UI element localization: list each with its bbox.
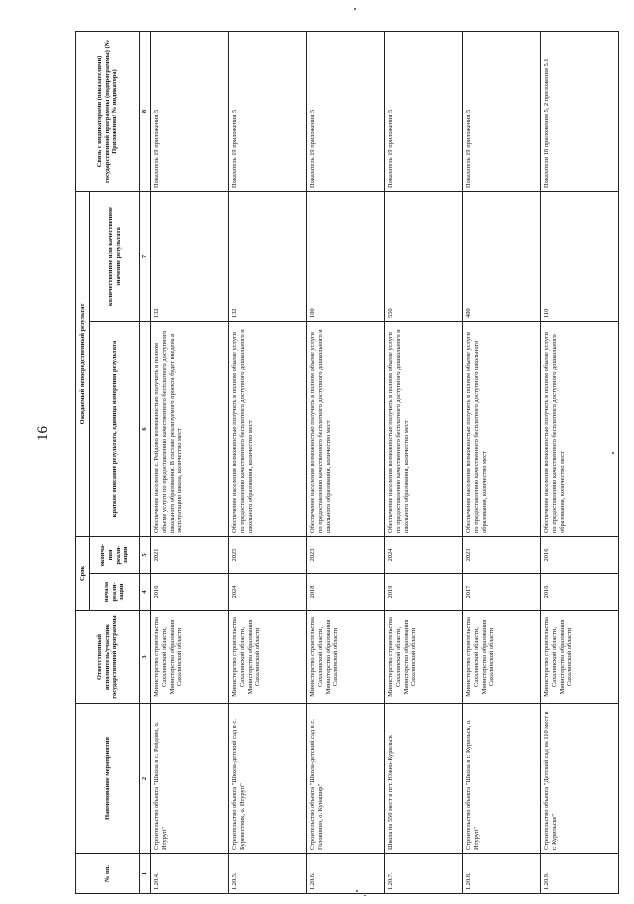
row-value: 100 [307, 191, 385, 321]
header-expected-value: количественное или качественное значение результата [90, 191, 140, 321]
row-desc: Обеспечение населения возможностью получить в полном объеме услуги по предоставлению качественного бесплатного доступного школьного образования, количество мест [463, 321, 541, 536]
row-responsible: Министерство строительства Сахалинской области, Министерство образования Сахалинской области [151, 611, 229, 704]
row-value: 400 [463, 191, 541, 321]
header-expected-desc: краткое описание результата, единица измерения результата [90, 321, 140, 536]
row-num: 1.20.4. [151, 854, 229, 894]
row-end: 2016 [541, 536, 619, 573]
row-start: 2018 [307, 574, 385, 611]
row-num: 1.20.8. [463, 854, 541, 894]
column-number: 6 [140, 321, 151, 536]
page-number: 16 [35, 426, 51, 441]
row-link: Показатель 19 приложения 5 [463, 31, 541, 191]
row-responsible: Министерство строительства Сахалинской области, Министерство образования Сахалинской области [229, 611, 307, 704]
row-num: 1.20.9. [541, 854, 619, 894]
row-responsible: Министерство строительства Сахалинской области, Министерство образования Сахалинской области [307, 611, 385, 704]
row-name: Школа на 550 мест в пгт. Южно-Курильск [385, 704, 463, 854]
row-end: 2023 [463, 536, 541, 573]
row-desc: Обеспечение населения с. Рейдово возможностью получить в полном объеме услуги по предоставлению качественного бесплатного доступного школьного образования. В составе реализуемого проекта будет введена в эксплуатацию школа, количество мест [151, 321, 229, 536]
column-number: 5 [140, 536, 151, 573]
scan-speck [356, 890, 358, 892]
row-end: 2024 [385, 536, 463, 573]
column-number: 4 [140, 574, 151, 611]
row-num: 1.20.6. [307, 854, 385, 894]
table-row [229, 31, 307, 893]
row-name: Строительство объекта "Школа в с. Рейдово, о. Итуруп" [151, 704, 229, 854]
row-link: Показатель 19 приложения 5 [229, 31, 307, 191]
table-row [151, 31, 229, 893]
row-link: Показатели 18 приложения 5, 2 приложения 5.1 [541, 31, 619, 191]
row-responsible: Министерство строительства Сахалинской области, Министерство образования Сахалинской области [541, 611, 619, 704]
header-term-end: оконча-ния реали-зации [90, 536, 140, 573]
column-number: 2 [140, 704, 151, 854]
table-row [385, 31, 463, 893]
row-link: Показатель 19 приложения 5 [307, 31, 385, 191]
header-name: Наименование мероприятия [76, 704, 140, 854]
row-desc: Обеспечение населения возможностью получить в полном объеме услуги по предоставлению качественного бесплатного доступного дошкольного образования, количество мест [541, 321, 619, 536]
scan-speck [612, 452, 614, 454]
scan-speck [354, 8, 356, 10]
column-number: 7 [140, 191, 151, 321]
row-value: 132 [229, 191, 307, 321]
table-row [541, 31, 619, 893]
scan-speck [364, 895, 366, 896]
row-responsible: Министерство строительства Сахалинской области, Министерство образования Сахалинской области [385, 611, 463, 704]
row-end: 2023 [307, 536, 385, 573]
row-name: Строительство объекта "Школа в г. Курильск, о. Итуруп" [463, 704, 541, 854]
measures-table [75, 31, 619, 894]
row-desc: Обеспечение населения возможностью получить в полном объеме услуги по предоставлению качественного бесплатного доступного дошкольного и школьного образования, количество мест [385, 321, 463, 536]
column-number: 8 [140, 31, 151, 191]
row-start: 2024 [229, 574, 307, 611]
row-value: 110 [541, 191, 619, 321]
column-number: 3 [140, 611, 151, 704]
row-name: Строительство объекта "Школа-детский сад в с. Буревестник, о. Итуруп" [229, 704, 307, 854]
row-name: Строительство объекта "Детский сад на 110 мест в г. Курильске" [541, 704, 619, 854]
header-link: Связь с индикаторами (показателями) государственной программы (подпрограммы) (№ Приложения/ № индикатора) [76, 31, 140, 191]
row-num: 1.20.7. [385, 854, 463, 894]
row-start: 2016 [541, 574, 619, 611]
header-term-start: начала реали-зации [90, 574, 140, 611]
row-link: Показатель 19 приложения 5 [385, 31, 463, 191]
table-row [307, 31, 385, 893]
row-desc: Обеспечение населения возможностью получить в полном объеме услуги по предоставлению качественного бесплатного доступного дошкольного и школьного образования, количество мест [307, 321, 385, 536]
header-num: № пп. [76, 854, 140, 894]
row-end: 2025 [229, 536, 307, 573]
row-start: 2019 [385, 574, 463, 611]
table-row [463, 31, 541, 893]
header-responsible: Ответственный исполнитель/участник государственной программы [76, 611, 140, 704]
row-start: 2016 [151, 574, 229, 611]
row-end: 2021 [151, 536, 229, 573]
row-start: 2017 [463, 574, 541, 611]
rotated-table-page [75, 32, 619, 894]
row-value: 550 [385, 191, 463, 321]
row-responsible: Министерство строительства Сахалинской области, Министерство образования Сахалинской области [463, 611, 541, 704]
row-name: Строительство объекта "Школа-детский сад в с. Головнино, о. Кунашир" [307, 704, 385, 854]
row-link: Показатель 19 приложения 5 [151, 31, 229, 191]
header-term: Срок [76, 536, 90, 610]
row-value: 132 [151, 191, 229, 321]
row-num: 1.20.5. [229, 854, 307, 894]
header-expected: Ожидаемый непосредственный результат [76, 191, 90, 536]
row-desc: Обеспечение населения возможностью получить в полном объеме услуги по предоставлению качественного бесплатного доступного дошкольного и школьного образования, количество мест [229, 321, 307, 536]
column-number: 1 [140, 854, 151, 894]
